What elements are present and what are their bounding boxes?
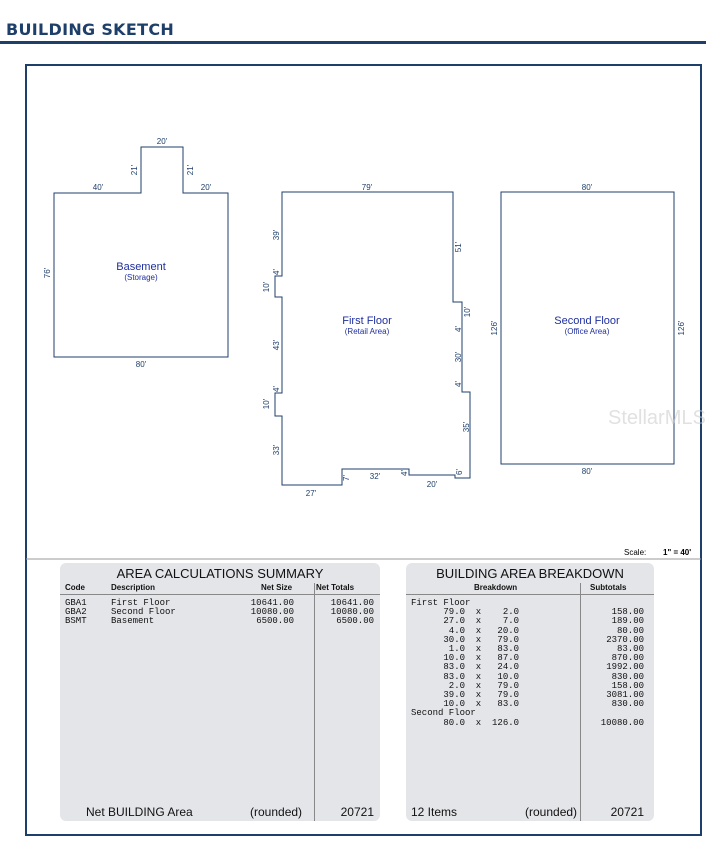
basement-dim-notch-top: 20' <box>156 137 168 146</box>
first-floor-dim-l4: 43' <box>272 339 281 351</box>
basement-dim-notch-left: 21' <box>130 164 139 176</box>
summary-column-divider <box>314 583 315 821</box>
breakdown-subtotal: 3081.00 <box>606 690 644 700</box>
basement-dim-top-right: 20' <box>200 183 212 192</box>
breakdown-line: 10.0 x 87.0 <box>411 653 520 664</box>
breakdown-subtotal: 80.00 <box>616 625 644 636</box>
first-floor-dim-l6: 10' <box>262 398 271 410</box>
breakdown-line: 39.0 x 79.0 <box>411 690 520 700</box>
summary-row-code-1: GBA2 <box>65 607 87 617</box>
breakdown-line: 79.0 x 2.0 <box>411 607 520 618</box>
summary-row-desc-1: Second Floor <box>111 607 176 617</box>
first-floor-dim-r3: 4' <box>454 326 463 332</box>
first-floor-dim-b3: 32' <box>369 472 381 481</box>
summary-header-net-totals: Net Totals <box>316 583 355 592</box>
summary-row-desc-2: Basement <box>111 616 155 626</box>
breakdown-subtotal: 1992.00 <box>606 662 644 673</box>
breakdown-header-breakdown: Breakdown <box>474 583 518 592</box>
breakdown-line: 10.0 x 83.0 <box>411 699 520 710</box>
breakdown-footer-total: 20721 <box>610 805 644 819</box>
breakdown-subtotal: 158.00 <box>611 607 644 618</box>
summary-row-desc-0: First Floor <box>111 598 171 608</box>
breakdown-subtotal: 189.00 <box>611 616 644 627</box>
first-floor-dim-b1: 27' <box>305 489 317 498</box>
first-floor-dim-r2: 10' <box>463 306 472 318</box>
area-summary-title: AREA CALCULATIONS SUMMARY <box>116 566 324 581</box>
breakdown-subtotal: 830.00 <box>611 671 644 682</box>
summary-footer-rounded: (rounded) <box>250 805 303 819</box>
scale-label: Scale: <box>624 548 647 557</box>
basement-outline <box>54 147 228 357</box>
first-floor-outline <box>275 192 470 485</box>
breakdown-subtotal: 870.00 <box>611 653 644 664</box>
second-floor-dim-left: 126' <box>490 320 499 336</box>
summary-header-rule <box>60 594 380 595</box>
summary-row-code-0: GBA1 <box>65 598 87 608</box>
first-floor-use: (Retail Area) <box>344 327 390 336</box>
breakdown-line: 2.0 x 79.0 <box>411 680 520 691</box>
first-floor-dim-l2: 4' <box>272 269 281 275</box>
first-floor-dim-b4: 4' <box>400 470 409 476</box>
summary-header-description: Description <box>111 583 156 592</box>
watermark: StellarMLS <box>608 407 706 429</box>
breakdown-subtotal: 2370.00 <box>606 634 644 645</box>
second-floor-dim-bottom: 80' <box>581 467 593 476</box>
breakdown-line: 4.0 x 20.0 <box>411 625 520 636</box>
summary-header-net-size: Net Size <box>261 583 293 592</box>
summary-row-code-2: BSMT <box>65 616 87 626</box>
first-floor-dim-b5: 20' <box>426 480 438 489</box>
area-breakdown-panel <box>406 563 654 821</box>
breakdown-line: First Floor <box>411 598 471 608</box>
summary-row-total-2: 6500.00 <box>336 616 374 626</box>
section-title: BUILDING SKETCH <box>6 20 175 39</box>
summary-footer-total: 20721 <box>340 805 374 819</box>
first-floor-dim-l1: 39' <box>272 229 281 241</box>
first-floor-dim-r4: 30' <box>454 351 463 363</box>
breakdown-subtotal: 83.00 <box>616 644 644 654</box>
basement-label: Basement <box>116 261 166 273</box>
first-floor-dim-r1: 51' <box>454 241 463 253</box>
first-floor-dim-l5: 4' <box>272 386 281 392</box>
breakdown-subtotal: 830.00 <box>611 699 644 710</box>
area-breakdown-title: BUILDING AREA BREAKDOWN <box>436 566 624 581</box>
breakdown-line: 80.0 x 126.0 <box>411 717 520 728</box>
first-floor-label: First Floor <box>342 315 392 327</box>
breakdown-header-rule <box>406 594 654 595</box>
basement-use: (Storage) <box>124 273 158 282</box>
basement-dim-top-left: 40' <box>92 183 104 192</box>
basement-dim-bottom: 80' <box>135 360 147 369</box>
breakdown-column-divider <box>580 583 581 821</box>
breakdown-line: 83.0 x 10.0 <box>411 671 520 682</box>
second-floor-use: (Office Area) <box>564 327 610 336</box>
summary-row-size-2: 6500.00 <box>256 616 294 626</box>
breakdown-line: Second Floor <box>411 708 476 719</box>
first-floor-dim-r7: 6' <box>455 469 464 475</box>
breakdown-line: 30.0 x 79.0 <box>411 634 520 645</box>
summary-row-total-1: 10080.00 <box>330 607 374 617</box>
first-floor-dim-top: 79' <box>361 183 373 192</box>
first-floor-dim-l3: 10' <box>262 281 271 293</box>
summary-header-code: Code <box>65 583 85 592</box>
first-floor-dim-r6: 35' <box>462 421 471 433</box>
area-summary-panel <box>60 563 380 821</box>
basement-dim-left: 76' <box>43 267 52 279</box>
second-floor-dim-top: 80' <box>581 183 593 192</box>
first-floor-dim-r5: 4' <box>454 381 463 387</box>
second-floor-dim-right: 126' <box>677 320 686 336</box>
breakdown-line: 83.0 x 24.0 <box>411 662 520 673</box>
summary-footer-label: Net BUILDING Area <box>86 805 193 819</box>
breakdown-line: 1.0 x 83.0 <box>411 644 520 654</box>
second-floor-label: Second Floor <box>554 315 620 327</box>
first-floor-dim-l7: 33' <box>272 444 281 456</box>
scale-value: 1" = 40' <box>663 548 692 557</box>
summary-row-size-1: 10080.00 <box>250 607 294 617</box>
breakdown-footer-items: 12 Items <box>411 805 458 819</box>
breakdown-header-subtotals: Subtotals <box>590 583 627 592</box>
basement-dim-notch-right: 21' <box>186 164 195 176</box>
breakdown-footer-rounded: (rounded) <box>525 805 578 819</box>
first-floor-dim-b2: 7' <box>342 475 351 481</box>
breakdown-subtotal: 158.00 <box>611 680 644 691</box>
breakdown-subtotal: 10080.00 <box>600 717 644 728</box>
summary-row-total-0: 10641.00 <box>330 598 374 608</box>
breakdown-line: 27.0 x 7.0 <box>411 616 520 627</box>
summary-row-size-0: 10641.00 <box>250 598 294 608</box>
